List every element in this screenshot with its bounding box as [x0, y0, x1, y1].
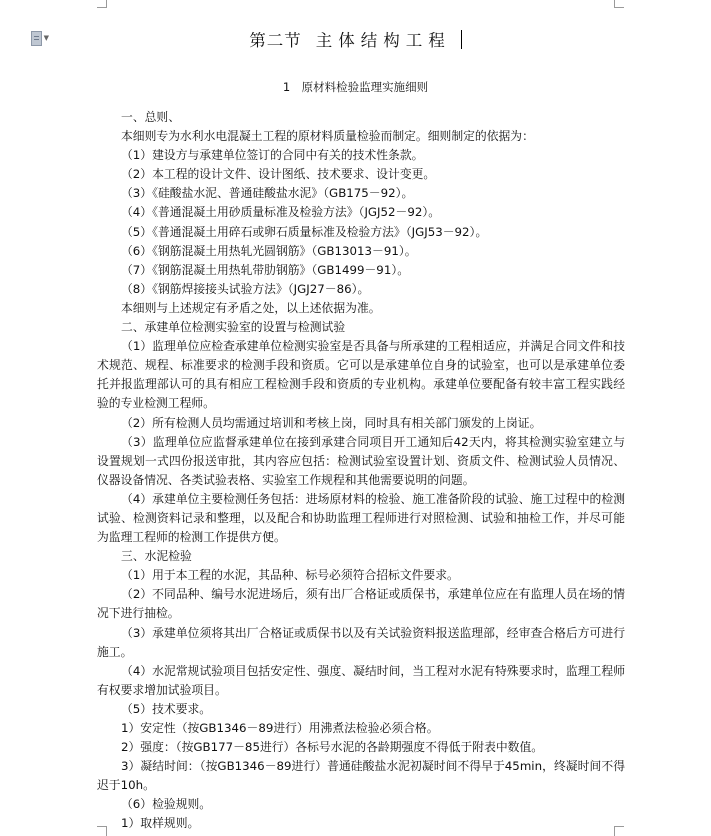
paragraph: （2）不同品种、编号水泥进场后，须有出厂合格证或质保书，承建单位应在有监理人员在场的情况下进行抽检。	[97, 587, 625, 621]
paragraph: （4）承建单位主要检测任务包括：进场原材料的检验、施工准备阶段的试验、施工过程中的检测试验、检测资料记录和整理，以及配合和协助监理工程师进行对照检测、试验和抽检工作，并尽可能为监理工程师的检测工作提供方便。	[97, 491, 625, 545]
paragraph: （7）《钢筋混凝土用热轧带肋钢筋》（GB1499－91）。	[121, 262, 410, 277]
paragraph: （8）《钢筋焊接接头试验方法》（JGJ27－86）。	[121, 281, 370, 296]
paragraph: （1）建设方与承建单位签订的合同中有关的技术性条款。	[121, 148, 424, 163]
paragraph: （2）所有检测人员均需通过培训和考核上岗，同时具有相关部门颁发的上岗证。	[121, 415, 542, 430]
text-cursor	[461, 30, 462, 49]
page-title	[0, 27, 711, 51]
paragraph: （4）《普通混凝土用砂质量标准及检验方法》（JGJ52－92）。	[121, 205, 441, 220]
paragraph: （1）监理单位应检查承建单位检测实验室是否具备与所承建的工程相适应，并满足合同文件和技术规范、规程、标准要求的检测手段和资质。它可以是承建单位自身的试验室，也可以是承建单位委托并报监理部认可的具有相应工程检测手段和资质的专业机构。承建单位要配备有较丰富工程实践经验的专业检测工程师。	[97, 339, 625, 411]
chapter-name: 主体结构工程	[315, 31, 451, 50]
paragraph: 1）取样规则。	[121, 816, 200, 831]
paragraph: 本细则专为水利水电混凝土工程的原材料质量检验而制定。细则制定的依据为：	[121, 129, 534, 144]
paragraph: 1）安定性（按GB1346－89进行）用沸煮法检验必须合格。	[121, 721, 439, 735]
paragraph: （5）技术要求。	[121, 701, 212, 716]
section-heading: 一、总则、	[121, 110, 180, 124]
paragraph: （1）用于本工程的水泥，其品种、标号必须符合招标文件要求。	[121, 568, 459, 583]
chevron-down-icon: ▼	[43, 33, 49, 42]
paragraph: （3）监理单位应监督承建单位在接到承建合同项目开工通知后42天内，将其检测实验室建立与设置规划一式四份报送审批，其内容应包括：检测试验室设置计划、资质文件、检测试验人员情况、仪器设备情况、各类试验表格、实验室工作规程和其他需要说明的问题。	[97, 434, 625, 487]
section-heading: 二、承建单位检测实验室的设置与检测试验	[121, 320, 346, 335]
paragraph: 3）凝结时间：（按GB1346－89进行）普通硅酸盐水泥初凝时间不得早于45min，终凝时间不得迟于10h。	[97, 759, 625, 793]
paragraph: （2）本工程的设计文件、设计图纸、技术要求、设计变更。	[121, 167, 436, 182]
paragraph: （6）检验规则。	[121, 797, 212, 812]
paragraph: （3）承建单位须将其出厂合格证或质保书以及有关试验资料报送监理部，经审查合格后方可进行施工。	[97, 625, 625, 659]
section-subtitle: 1 原材料检验监理实施细则	[282, 80, 429, 94]
paragraph: （3）《硅酸盐水泥、普通硅酸盐水泥》（GB175－92）。	[121, 186, 414, 201]
paragraph: 本细则与上述规定有矛盾之处，以上述依据为准。	[121, 300, 381, 315]
paragraph: （4）水泥常规试验项目包括安定性、强度、凝结时间，当工程对水泥有特殊要求时，监理工程师有权要求增加试验项目。	[97, 663, 625, 697]
margin-corner-mark	[97, 0, 107, 8]
paragraph: （5）《普通混凝土用碎石或卵石质量标准及检验方法》（JGJ53－92）。	[121, 224, 488, 239]
margin-corner-mark	[614, 0, 624, 8]
section-heading: 三、水泥检验	[121, 549, 192, 564]
paragraph: 2）强度：（按GB177－85进行）各标号水泥的各龄期强度不得低于附表中数值。	[121, 740, 544, 755]
document-body[interactable]	[97, 108, 625, 834]
paragraph: （6）《钢筋混凝土用热轧光圆钢筋》（GB13013－91）。	[121, 243, 417, 258]
chapter-label: 第二节	[249, 31, 302, 50]
